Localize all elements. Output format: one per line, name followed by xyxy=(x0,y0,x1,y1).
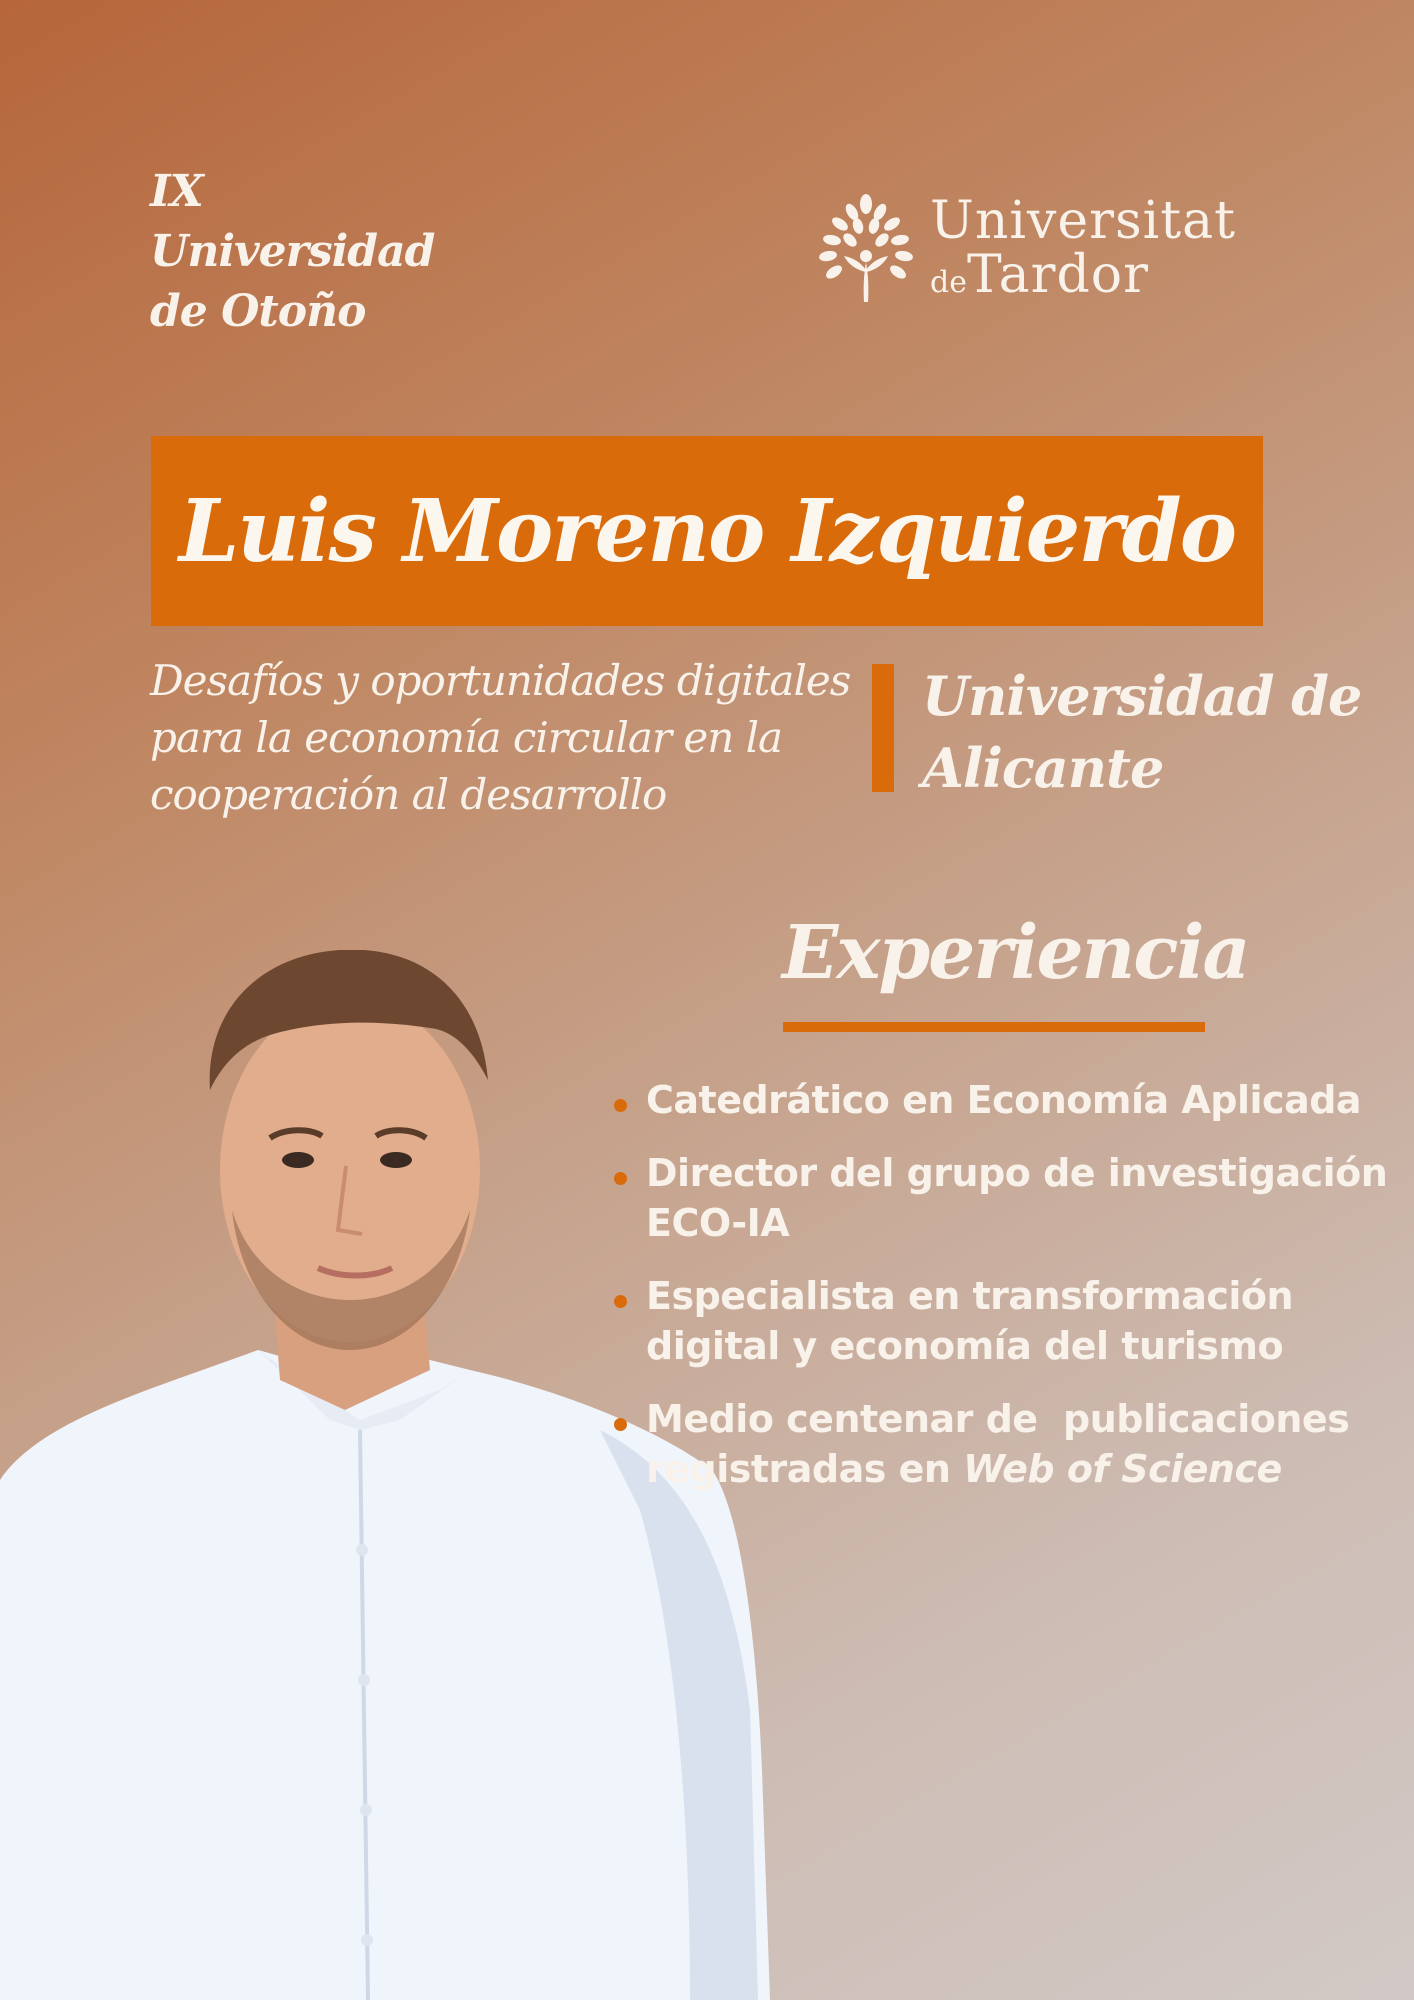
speaker-affiliation xyxy=(922,660,1361,804)
experience-item-prefix: registradas en xyxy=(646,1447,964,1491)
experience-item xyxy=(612,1394,1402,1494)
logo-wordmark xyxy=(930,191,1237,305)
experience-item xyxy=(612,1148,1402,1248)
experience-heading: Experiencia xyxy=(782,910,1249,996)
bullet-icon xyxy=(614,1099,627,1112)
experience-item-line: Especialista en transformación xyxy=(646,1274,1294,1318)
bullet-icon xyxy=(614,1418,627,1431)
web-of-science-label: Web of Science xyxy=(963,1447,1282,1491)
experience-item-line: Catedrático en Economía Aplicada xyxy=(646,1078,1362,1122)
talk-title-line-2: para la economía circular en la xyxy=(150,713,783,762)
talk-title xyxy=(150,652,850,823)
universitat-de-tardor-logo xyxy=(808,190,1236,306)
event-title xyxy=(150,162,434,342)
experience-item-line: Medio centenar de publicaciones xyxy=(646,1397,1350,1441)
experience-item xyxy=(612,1075,1402,1125)
logo-line-2-large: Tardor xyxy=(966,245,1149,305)
talk-title-line-3: cooperación al desarrollo xyxy=(150,770,667,819)
experience-item-line: digital y economía del turismo xyxy=(646,1324,1284,1368)
experience-item-line: ECO-IA xyxy=(646,1201,790,1245)
logo-line-2 xyxy=(930,245,1236,305)
experience-item-line xyxy=(646,1444,1402,1494)
event-title-line-2: Universidad xyxy=(150,226,435,277)
bullet-icon xyxy=(614,1295,627,1308)
bullet-icon xyxy=(614,1172,627,1185)
logo-line-1: Universitat xyxy=(930,191,1237,251)
tree-icon xyxy=(808,190,924,306)
talk-title-line-1: Desafíos y oportunidades digitales xyxy=(150,656,851,705)
experience-item xyxy=(612,1271,1402,1371)
affiliation-line-2: Alicante xyxy=(922,736,1164,800)
speaker-name-band xyxy=(151,436,1263,626)
event-title-line-1: IX xyxy=(150,166,203,217)
event-title-line-3: de Otoño xyxy=(150,286,366,337)
experience-underline xyxy=(783,1022,1205,1032)
experience-item-line: Director del grupo de investigación xyxy=(646,1151,1388,1195)
divider-bar xyxy=(872,664,894,792)
logo-line-2-small: de xyxy=(930,265,967,300)
speaker-name: Luis Moreno Izquierdo xyxy=(178,480,1236,582)
affiliation-line-1: Universidad de xyxy=(922,664,1362,728)
experience-list xyxy=(612,1075,1402,1517)
